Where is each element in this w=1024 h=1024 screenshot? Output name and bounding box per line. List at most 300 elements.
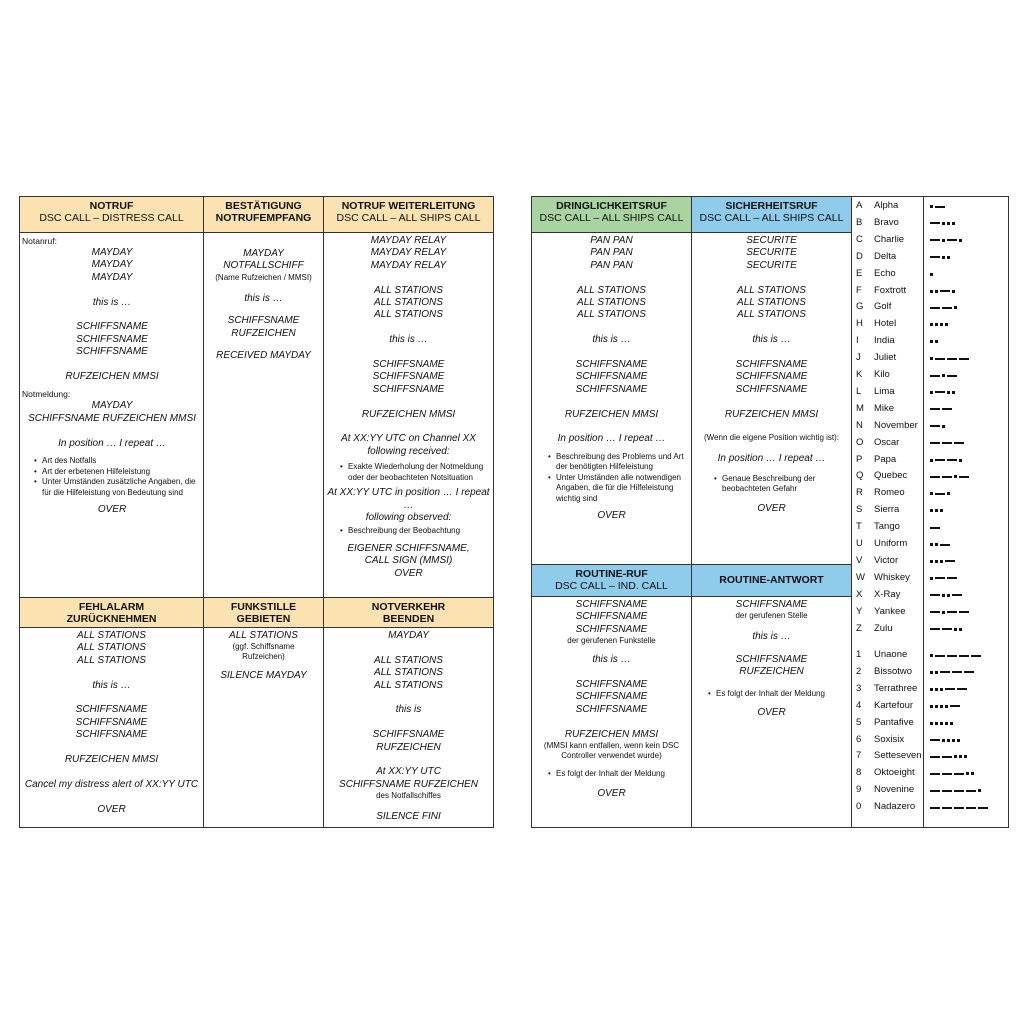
morse-word: Mike: [874, 402, 895, 414]
bestaetigung-line: RUFZEICHEN: [231, 327, 296, 339]
weiterleitung-title: NOTRUF WEITERLEITUNG: [341, 200, 476, 212]
morse-code: [930, 553, 955, 570]
morse-dash: [930, 773, 940, 775]
morse-dot: [940, 509, 943, 512]
morse-dot: [947, 391, 950, 394]
fehlalarm-body: [20, 630, 203, 825]
morse-code: [930, 468, 969, 485]
notverkehr-line: ALL STATIONS: [374, 679, 443, 691]
morse-word: Romeo: [874, 487, 905, 499]
morse-code: [930, 519, 940, 536]
funkstille-body: [204, 630, 323, 825]
morse-dot: [930, 722, 933, 725]
weiterleitung-line: following observed:: [365, 512, 452, 524]
morse-dash: [959, 358, 969, 360]
dringlichkeit-line: [532, 396, 691, 408]
morse-dash: [930, 594, 940, 596]
notverkehr-line: SCHIFFSNAME RUFZEICHEN: [339, 778, 478, 790]
morse-dot: [930, 492, 933, 495]
weiterleitung-line: SCHIFFSNAME: [372, 383, 445, 395]
notverkehr-note: des Notfallschiffes: [376, 791, 441, 801]
morse-key: D: [856, 250, 863, 262]
morse-word: Sierra: [874, 504, 900, 516]
morse-key: R: [856, 487, 863, 499]
notanruf-label: Notanruf:: [22, 236, 57, 246]
morse-dot: [942, 739, 945, 742]
bestaetigung-line: NOTFALLSCHIFF: [223, 260, 304, 272]
fehlalarm-line: RUFZEICHEN MMSI: [64, 754, 159, 766]
morse-row: [852, 468, 1008, 485]
morse-key: N: [856, 419, 863, 431]
morse-dot: [978, 789, 981, 792]
morse-code: [930, 536, 950, 553]
morse-row: [852, 536, 1008, 553]
morse-dot: [950, 722, 953, 725]
fehlalarm-line: [20, 667, 203, 679]
notverkehr-line: ALL STATIONS: [374, 654, 443, 666]
morse-dash: [930, 739, 940, 741]
morse-dot: [930, 459, 933, 462]
sicherheit-line: SCHIFFSNAME: [735, 359, 808, 371]
morse-word: Oscar: [874, 436, 900, 448]
dringlichkeit-line: ALL STATIONS: [577, 284, 646, 296]
notverkehr-line: [324, 717, 493, 729]
morse-word: Alpha: [874, 200, 899, 211]
sicherheit-line: [692, 272, 851, 284]
morse-word: Juliet: [874, 352, 897, 364]
morse-dot: [930, 543, 933, 546]
morse-code: [930, 570, 957, 587]
morse-key: Z: [856, 622, 862, 634]
morse-dot: [959, 459, 962, 462]
morse-code: [930, 452, 962, 469]
morse-word: India: [874, 335, 895, 347]
routine-line: RUFZEICHEN MMSI: [564, 728, 659, 740]
sicherheit-line: SECURITE: [746, 259, 797, 271]
funkstille-title: GEBIETEN: [236, 613, 291, 625]
bestaetigung-header: [204, 197, 323, 233]
notruf-line: MAYDAY: [91, 271, 133, 283]
morse-key: P: [856, 453, 863, 465]
morse-word: Whiskey: [874, 571, 910, 583]
sicherheit-header: [692, 197, 851, 233]
morse-dot: [935, 688, 938, 691]
routine-subtitle: DSC CALL – IND. CALL: [555, 580, 668, 592]
sicherheit-title: SICHERHEITSRUF: [725, 200, 818, 212]
dringlichkeit-line: this is …: [592, 334, 631, 346]
weiterleitung-line: CALL SIGN (MMSI): [364, 555, 453, 567]
morse-dash: [945, 560, 955, 562]
fehlalarm-line: Cancel my distress alert of XX:YY UTC: [24, 778, 199, 790]
morse-dash: [950, 705, 960, 707]
dringlichkeit-bullet: • Beschreibung des Problems und Art der benötigten Hilfeleistung: [546, 452, 685, 473]
morse-word: Yankee: [874, 605, 906, 617]
morse-key: W: [856, 571, 865, 583]
fehlalarm-line: [20, 766, 203, 778]
routine-body: [532, 599, 691, 827]
morse-dot: [942, 239, 945, 242]
notverkehr-line: RUFZEICHEN: [376, 741, 441, 753]
weiterleitung-line: [324, 322, 493, 334]
morse-word: Novenine: [874, 784, 915, 796]
notruf-line: SCHIFFSNAME: [76, 346, 148, 358]
notverkehr-line: this is: [395, 704, 422, 716]
bestaetigung-line: RECEIVED MAYDAY: [216, 350, 311, 362]
notruf-line: RUFZEICHEN MMSI: [65, 371, 159, 383]
notruf-line: MAYDAY: [91, 247, 133, 258]
morse-dash: [935, 391, 945, 393]
funkstille-line: SILENCE MAYDAY: [220, 670, 307, 682]
morse-dot: [942, 256, 945, 259]
morse-code: [930, 647, 981, 664]
routine-line: [532, 716, 691, 728]
fehlalarm-line: ALL STATIONS: [77, 654, 146, 666]
funkstille-note: (ggf. Schiffsname Rufzeichen): [232, 642, 295, 662]
morse-dot: [942, 222, 945, 225]
morse-row: [852, 198, 1008, 215]
morse-dot: [930, 705, 933, 708]
notruf-line: SCHIFFSNAME: [76, 333, 148, 345]
morse-dash: [930, 442, 940, 444]
morse-key: 3: [856, 682, 862, 694]
morse-word: Bissotwo: [874, 665, 913, 677]
morse-dot: [935, 671, 938, 674]
morse-row: [852, 249, 1008, 266]
notverkehr-line: [324, 692, 493, 704]
routine-note: der gerufenen Funkstelle: [567, 636, 656, 646]
fehlalarm-line: [20, 742, 203, 754]
morse-dot: [940, 705, 943, 708]
morse-row: [852, 485, 1008, 502]
morse-word: Foxtrott: [874, 284, 907, 296]
morse-dash: [942, 756, 952, 758]
morse-word: Golf: [874, 301, 892, 313]
morse-dash: [942, 408, 952, 410]
weiterleitung-body: [324, 235, 493, 595]
morse-dot: [935, 509, 938, 512]
morse-key: 1: [856, 649, 862, 660]
routine-line: SCHIFFSNAME: [575, 703, 648, 715]
morse-key: C: [856, 233, 863, 245]
morse-dash: [935, 655, 945, 657]
routine-line: SCHIFFSNAME: [575, 679, 648, 691]
morse-row: [852, 715, 1008, 732]
funkstille-title: FUNKSTILLE: [230, 601, 297, 613]
dringlichkeit-line: SCHIFFSNAME: [575, 383, 648, 395]
weiterleitung-line: RUFZEICHEN MMSI: [361, 408, 456, 420]
routine-line: SCHIFFSNAME: [575, 599, 648, 610]
morse-row: [852, 698, 1008, 715]
bestaetigung-line: SCHIFFSNAME: [227, 315, 300, 327]
dringlichkeit-line: RUFZEICHEN MMSI: [564, 408, 659, 420]
notruf-line: this is …: [92, 296, 132, 308]
morse-word: Oktoeight: [874, 767, 915, 779]
fehlalarm-line: SCHIFFSNAME: [75, 716, 148, 728]
antwort-line: RUFZEICHEN: [739, 666, 804, 678]
morse-dot: [952, 391, 955, 394]
notruf-subtitle: DSC CALL – DISTRESS CALL: [39, 212, 184, 224]
morse-key: 2: [856, 665, 862, 677]
morse-word: Unaone: [874, 649, 908, 660]
bestaetigung-subtitle: NOTRUFEMPFANG: [215, 212, 312, 224]
morse-row: [852, 502, 1008, 519]
dringlichkeit-line: [532, 272, 691, 284]
morse-dash: [930, 756, 940, 758]
morse-dash: [947, 375, 957, 377]
morse-dash: [947, 358, 957, 360]
morse-key: H: [856, 318, 863, 330]
sicherheit-line: [692, 322, 851, 334]
routine-over: OVER: [597, 787, 626, 799]
dringlichkeit-line: PAN PAN: [590, 247, 633, 259]
weiterleitung-line: this is …: [389, 334, 428, 346]
morse-row: [852, 681, 1008, 698]
morse-dot: [966, 772, 969, 775]
morse-code: [930, 502, 943, 519]
morse-dot: [930, 340, 933, 343]
morse-code: [930, 316, 948, 333]
routine-line: SCHIFFSNAME: [575, 611, 648, 623]
morse-code: [930, 765, 974, 782]
sicherheit-subtitle: DSC CALL – ALL SHIPS CALL: [699, 212, 844, 224]
morse-dot: [935, 340, 938, 343]
morse-code: [930, 418, 945, 435]
morse-dot: [935, 290, 938, 293]
dringlichkeit-title: DRINGLICHKEITSRUF: [556, 200, 667, 212]
morse-code: [930, 266, 933, 283]
morse-dash: [930, 375, 940, 377]
morse-row: [852, 401, 1008, 418]
morse-code: [930, 715, 953, 732]
notruf-bullet: • Art der erbetenen Hilfeleistung: [32, 467, 202, 478]
notruf-line: [22, 309, 202, 321]
morse-dot: [940, 722, 943, 725]
morse-dash: [959, 655, 969, 657]
morse-dash: [966, 807, 976, 809]
morse-dash: [940, 671, 950, 673]
morse-word: November: [874, 419, 918, 431]
morse-word: Pantafive: [874, 716, 914, 728]
morse-row: [852, 604, 1008, 621]
morse-dash: [935, 577, 945, 579]
morse-dot: [935, 323, 938, 326]
morse-key: J: [856, 352, 861, 364]
morse-key: V: [856, 554, 863, 566]
morse-row: [852, 350, 1008, 367]
antwort-line: this is …: [752, 631, 791, 643]
morse-row: [852, 621, 1008, 638]
bestaetigung-title: BESTÄTIGUNG: [225, 200, 302, 212]
fehlalarm-line: SCHIFFSNAME: [75, 729, 148, 741]
morse-dash: [942, 773, 952, 775]
morse-row: [852, 316, 1008, 333]
morse-dot: [930, 577, 933, 580]
notruf-title: NOTRUF: [89, 200, 134, 212]
morse-dot: [940, 688, 943, 691]
sicherheit-line: [692, 421, 851, 433]
sicherheit-line: [692, 396, 851, 408]
routine-line: SCHIFFSNAME: [575, 691, 648, 703]
sicherheit-note: (Wenn die eigene Position wichtig ist):: [703, 433, 840, 443]
dringlichkeit-line: [532, 347, 691, 359]
morse-code: [930, 681, 967, 698]
weiterleitung-line: OVER: [394, 567, 423, 579]
morse-dash: [942, 807, 952, 809]
morse-row: [852, 782, 1008, 799]
notruf-bullet: • Art des Notfalls: [32, 456, 202, 467]
morse-key: X: [856, 588, 863, 600]
morse-row: [852, 732, 1008, 749]
morse-code: [930, 604, 969, 621]
morse-word: Kartefour: [874, 699, 914, 711]
bestaetigung-line: this is …: [244, 292, 283, 304]
morse-row: [852, 587, 1008, 604]
weiterleitung-line: ALL STATIONS: [374, 284, 443, 296]
weiterleitung-line: [324, 396, 493, 408]
antwort-line: SCHIFFSNAME: [735, 599, 808, 610]
antwort-title: ROUTINE-ANTWORT: [719, 574, 824, 586]
notmeldung-label: Notmeldung:: [22, 389, 71, 400]
sicherheit-line: In position … I repeat …: [717, 453, 826, 465]
morse-dot: [935, 705, 938, 708]
weiterleitung-line: EIGENER SCHIFFSNAME,: [347, 542, 470, 554]
morse-dot: [930, 290, 933, 293]
morse-key: O: [856, 436, 864, 448]
notruf-bullet: • Unter Umständen zusätzliche Angaben, die für die Hilfeleistung von Bedeutung sind: [32, 477, 202, 498]
morse-key: 0: [856, 801, 862, 813]
morse-word: Papa: [874, 453, 897, 465]
notverkehr-title: BEENDEN: [382, 613, 435, 625]
morse-dash: [954, 442, 964, 444]
morse-word: Charlie: [874, 233, 905, 245]
morse-word: Hotel: [874, 318, 897, 330]
morse-dot: [971, 772, 974, 775]
morse-word: Nadazero: [874, 801, 916, 813]
morse-code: [930, 664, 974, 681]
morse-dash: [940, 290, 950, 292]
morse-dash: [930, 307, 940, 309]
sicherheit-line: ALL STATIONS: [737, 309, 806, 321]
morse-word: Uniform: [874, 538, 908, 549]
morse-key: K: [856, 369, 863, 380]
morse-row: [852, 553, 1008, 570]
morse-dash: [947, 577, 957, 579]
weiterleitung-line: MAYDAY RELAY: [370, 235, 447, 246]
weiterleitung-line: SCHIFFSNAME: [372, 371, 445, 383]
morse-dash: [959, 611, 969, 613]
morse-key: B: [856, 216, 863, 228]
morse-dash: [935, 459, 945, 461]
morse-row: [852, 232, 1008, 249]
morse-dash: [954, 773, 964, 775]
morse-row: [852, 333, 1008, 350]
morse-dot: [957, 739, 960, 742]
notruf-line: In position … I repeat …: [58, 437, 166, 449]
weiterleitung-header: [324, 197, 493, 233]
morse-code: [930, 384, 955, 401]
morse-code: [930, 350, 969, 367]
morse-dot: [947, 492, 950, 495]
sicherheit-line: SCHIFFSNAME: [735, 383, 808, 395]
morse-word: Terrathree: [874, 682, 918, 694]
morse-dash: [947, 611, 957, 613]
morse-dot: [954, 475, 957, 478]
routine-header: [532, 565, 691, 597]
morse-dash: [940, 544, 950, 546]
sicherheit-line: this is …: [752, 334, 791, 346]
morse-code: [930, 799, 988, 816]
morse-table: [852, 198, 1008, 826]
weiterleitung-line: At XX:YY UTC in position … I repeat …: [327, 487, 490, 511]
morse-code: [930, 587, 962, 604]
notverkehr-body: [324, 630, 493, 825]
morse-dot: [959, 755, 962, 758]
morse-dot: [930, 509, 933, 512]
morse-key: 9: [856, 784, 862, 796]
weiterleitung-line: [324, 347, 493, 359]
morse-row: [852, 664, 1008, 681]
dringlichkeit-line: ALL STATIONS: [577, 297, 646, 309]
morse-dash: [930, 222, 940, 224]
morse-dot: [964, 755, 967, 758]
antwort-line: SCHIFFSNAME: [735, 653, 808, 665]
funkstille-header: [204, 598, 323, 628]
morse-dot: [959, 628, 962, 631]
morse-row: [852, 647, 1008, 664]
morse-dot: [954, 755, 957, 758]
morse-key: F: [856, 284, 862, 296]
fehlalarm-line: [20, 692, 203, 704]
dringlichkeit-line: PAN PAN: [590, 259, 633, 271]
morse-dot: [940, 323, 943, 326]
morse-dash: [942, 628, 952, 630]
weiterleitung-line: MAYDAY RELAY: [370, 259, 447, 271]
morse-word: Kilo: [874, 369, 890, 380]
morse-code: [930, 782, 981, 799]
notruf-line: MAYDAY: [91, 259, 133, 271]
morse-row: [852, 765, 1008, 782]
notverkehr-line: [324, 642, 493, 654]
morse-dot: [930, 671, 933, 674]
fehlalarm-line: ALL STATIONS: [77, 630, 146, 641]
routine-note: (MMSI kann entfallen, wenn kein DSC Controller verwendet wurde): [543, 741, 680, 761]
notverkehr-line: SCHIFFSNAME: [372, 729, 445, 741]
morse-dot: [947, 256, 950, 259]
dringlichkeit-line: In position … I repeat …: [557, 433, 666, 445]
notverkehr-line: [324, 754, 493, 766]
morse-row: [852, 452, 1008, 469]
morse-dash: [930, 628, 940, 630]
morse-code: [930, 198, 945, 215]
morse-code: [930, 299, 957, 316]
morse-word: Zulu: [874, 622, 893, 634]
morse-key: E: [856, 267, 863, 279]
dringlichkeit-line: [532, 421, 691, 433]
morse-key: 7: [856, 750, 862, 762]
morse-row: [852, 418, 1008, 435]
morse-dot: [954, 306, 957, 309]
dringlichkeit-line: ALL STATIONS: [577, 309, 646, 321]
fehlalarm-line: [20, 791, 203, 803]
morse-dash: [930, 256, 940, 258]
morse-word: Soxisix: [874, 733, 905, 745]
morse-dot: [935, 560, 938, 563]
morse-key: T: [856, 521, 862, 533]
morse-code: [930, 249, 950, 266]
routine-line: this is …: [592, 654, 631, 666]
dringlichkeit-line: [532, 322, 691, 334]
morse-key: 4: [856, 699, 862, 711]
